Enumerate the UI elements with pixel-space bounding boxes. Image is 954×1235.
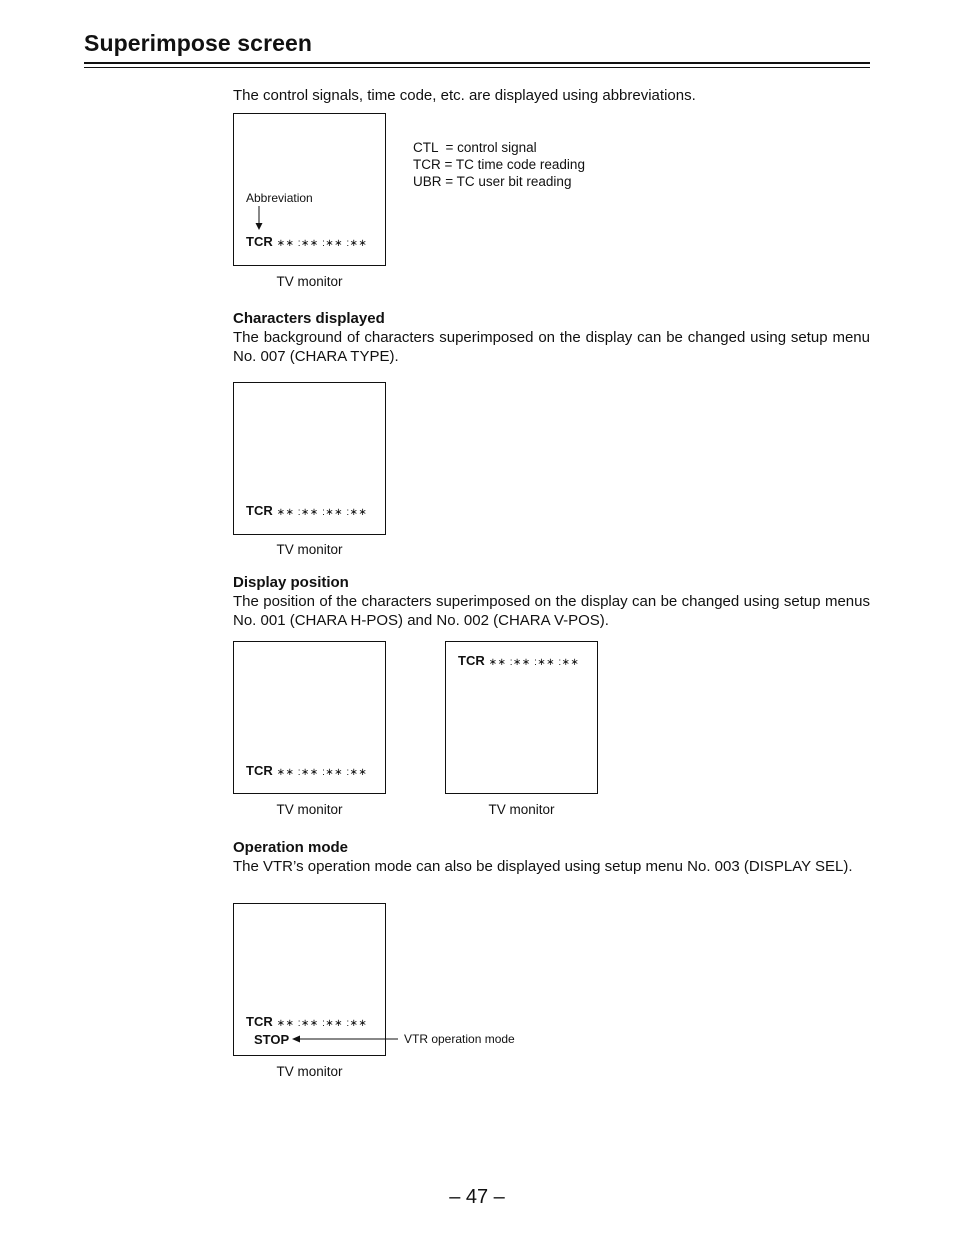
- intro-text: The control signals, time code, etc. are displayed using abbreviations.: [233, 87, 696, 104]
- legend-item-ubr: UBR = TC user bit reading: [413, 174, 572, 189]
- timecode-digits: ∗∗ :∗∗ :∗∗ :∗∗: [276, 507, 368, 518]
- timecode-prefix: TCR: [458, 653, 485, 668]
- page-number: – 47 –: [449, 1186, 505, 1208]
- section-body-characters: The background of characters superimposed on the display can be changed using setup menu No. 007 (CHARA TYPE).: [233, 329, 870, 365]
- legend-item-tcr: TCR = TC time code reading: [413, 157, 585, 172]
- section-heading-position: Display position: [233, 574, 349, 591]
- timecode-prefix: TCR: [246, 763, 273, 778]
- monitor-caption: TV monitor: [488, 802, 555, 817]
- monitor-caption: TV monitor: [276, 802, 343, 817]
- monitor-caption: TV monitor: [276, 1064, 343, 1079]
- timecode-digits: ∗∗ :∗∗ :∗∗ :∗∗: [276, 1018, 368, 1029]
- timecode-prefix: TCR: [246, 234, 273, 249]
- timecode-prefix: TCR: [246, 1014, 273, 1029]
- tv-monitor-position-bottom: [233, 641, 386, 794]
- timecode-digits: ∗∗ :∗∗ :∗∗ :∗∗: [276, 238, 368, 249]
- title-rule-thick: [84, 62, 870, 64]
- left-arrow-icon: [292, 1034, 400, 1044]
- tv-monitor-abbreviation: [233, 113, 386, 266]
- timecode-readout: [246, 503, 367, 518]
- page-title: Superimpose screen: [84, 30, 313, 56]
- section-body-position: The position of the characters superimposed on the display can be changed using setup menus No. 001 (CHARA H-POS) and No. 002 (CHARA V-POS).: [233, 593, 870, 629]
- timecode-readout: [458, 653, 579, 668]
- abbreviation-legend: [413, 139, 585, 190]
- tv-monitor-position-top: [445, 641, 598, 794]
- abbreviation-label: Abbreviation: [246, 191, 313, 205]
- timecode-readout: [246, 234, 367, 249]
- tv-monitor-characters: [233, 382, 386, 535]
- operation-mode-label: VTR operation mode: [404, 1032, 515, 1046]
- timecode-digits: ∗∗ :∗∗ :∗∗ :∗∗: [276, 767, 368, 778]
- timecode-readout: [246, 1014, 367, 1029]
- section-heading-operation: Operation mode: [233, 839, 349, 856]
- monitor-caption: TV monitor: [276, 274, 343, 289]
- section-body-operation: The VTR’s operation mode can also be displayed using setup menu No. 003 (DISPLAY SEL).: [233, 858, 853, 875]
- timecode-digits: ∗∗ :∗∗ :∗∗ :∗∗: [488, 657, 580, 668]
- title-rule-thin: [84, 67, 870, 68]
- monitor-caption: TV monitor: [276, 542, 343, 557]
- timecode-readout: [246, 763, 367, 778]
- down-arrow-icon: [254, 206, 264, 232]
- operation-mode-status: STOP: [254, 1032, 290, 1047]
- section-heading-characters: Characters displayed: [233, 310, 385, 327]
- timecode-prefix: TCR: [246, 503, 273, 518]
- legend-item-ctl: CTL = control signal: [413, 140, 537, 155]
